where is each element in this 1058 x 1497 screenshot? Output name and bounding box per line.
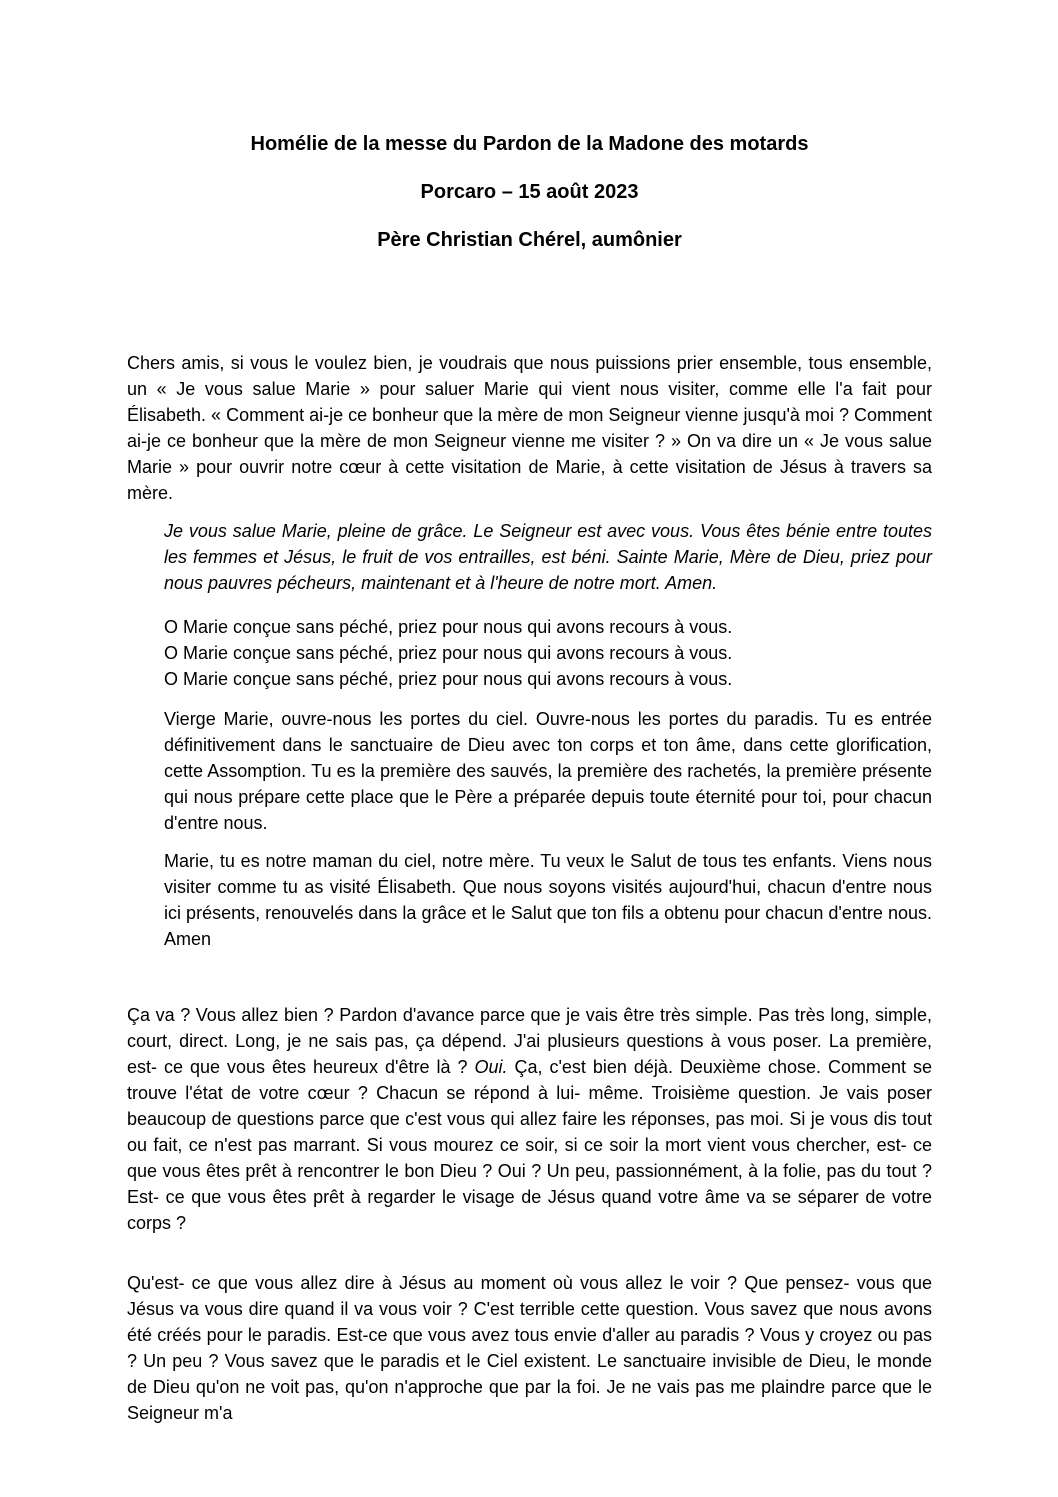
document-date: Porcaro – 15 août 2023	[420, 181, 639, 203]
invocation-line-1: O Marie conçue sans péché, priez pour nous qui avons recours à vous.	[164, 617, 733, 637]
paragraph-invocation	[164, 614, 932, 692]
paragraph-ca-va	[127, 1002, 932, 1236]
document-title: Homélie de la messe du Pardon de la Madone des motards	[250, 133, 809, 155]
ca-va-oui-italic: Oui.	[474, 1057, 508, 1077]
ca-va-part2: Ça, c'est bien déjà. Deuxième chose. Comment se trouve l'état de votre cœur ? Chacun se répond à lui- même. Troisième question. Je vais poser beaucoup de questions parce que c'est vous qui allez faire les réponses, pas moi. Si je vous dis tout ou fait, ce n'est pas marrant. Si vous mourez ce soir, si ce soir la mort vient vous chercher, est- ce que vous êtes prêt à rencontrer le bon Dieu ? Oui ? Un peu, passionnément, à la folie, pas du tout ? Est- ce que vous êtes prêt à regarder le visage de Jésus quand votre âme va se séparer de votre corps ?	[127, 1057, 932, 1233]
invocation-line-3: O Marie conçue sans péché, priez pour nous qui avons recours à vous.	[164, 669, 733, 689]
paragraph-marie-maman: Marie, tu es notre maman du ciel, notre mère. Tu veux le Salut de tous tes enfants. Viens nous visiter comme tu as visité Élisabeth. Que nous soyons visités aujourd'hui, chacun d'entre nous ici présents, renouvelés dans la grâce et le Salut que ton fils a obtenu pour chacun d'entre nous. Amen	[164, 851, 932, 949]
paragraph-vierge-marie: Vierge Marie, ouvre-nous les portes du ciel. Ouvre-nous les portes du paradis. Tu es entrée définitivement dans le sanctuaire de Dieu avec ton corps et ton âme, dans cette glorification, cette Assomption. Tu es la première des sauvés, la première des rachetés, la première présente qui nous prépare cette place que le Père a préparée depuis toute éternité pour toi, pour chacun d'entre nous.	[164, 709, 932, 833]
invocation-line-2: O Marie conçue sans péché, priez pour nous qui avons recours à vous.	[164, 643, 733, 663]
ca-va-part1: Ça va ? Vous allez bien ? Pardon d'avance parce que je vais être très simple. Pas très long, simple, court, direct. Long, je ne sais pas, ça dépend. J'ai plusieurs questions à vous poser. La première, est- ce que vous êtes heureux d'être là ?	[127, 1005, 932, 1077]
paragraph-ave-maria: Je vous salue Marie, pleine de grâce. Le Seigneur est avec vous. Vous êtes bénie entre toutes les femmes et Jésus, le fruit de vos entrailles, est béni. Sainte Marie, Mère de Dieu, priez pour nous pauvres pécheurs, maintenant et à l'heure de notre mort. Amen.	[164, 521, 932, 593]
paragraph-intro: Chers amis, si vous le voulez bien, je voudrais que nous puissions prier ensemble, tous ensemble, un « Je vous salue Marie » pour saluer Marie qui vient nous visiter, comme elle l'a fait pour Élisabeth. « Comment ai-je ce bonheur que la mère de mon Seigneur vienne jusqu'à moi ? Comment ai-je ce bonheur que la mère de mon Seigneur vienne me visiter ? » On va dire un « Je vous salue Marie » pour ouvrir notre cœur à cette visitation de Marie, à cette visitation de Jésus à travers sa mère.	[127, 353, 932, 503]
paragraph-quest-ce: Qu'est- ce que vous allez dire à Jésus au moment où vous allez le voir ? Que pensez- vous que Jésus va vous dire quand il va vous voir ? C'est terrible cette question. Vous savez que nous avons été créés pour le paradis. Est-ce que vous avez tous envie d'aller au paradis ? Vous y croyez ou pas ? Un peu ? Vous savez que le paradis et le Ciel existent. Le sanctuaire invisible de Dieu, le monde de Dieu qu'on ne voit pas, qu'on n'approche que par la foi. Je ne vais pas me plaindre parce que le Seigneur m'a	[127, 1273, 932, 1423]
document-author: Père Christian Chérel, aumônier	[377, 229, 682, 251]
